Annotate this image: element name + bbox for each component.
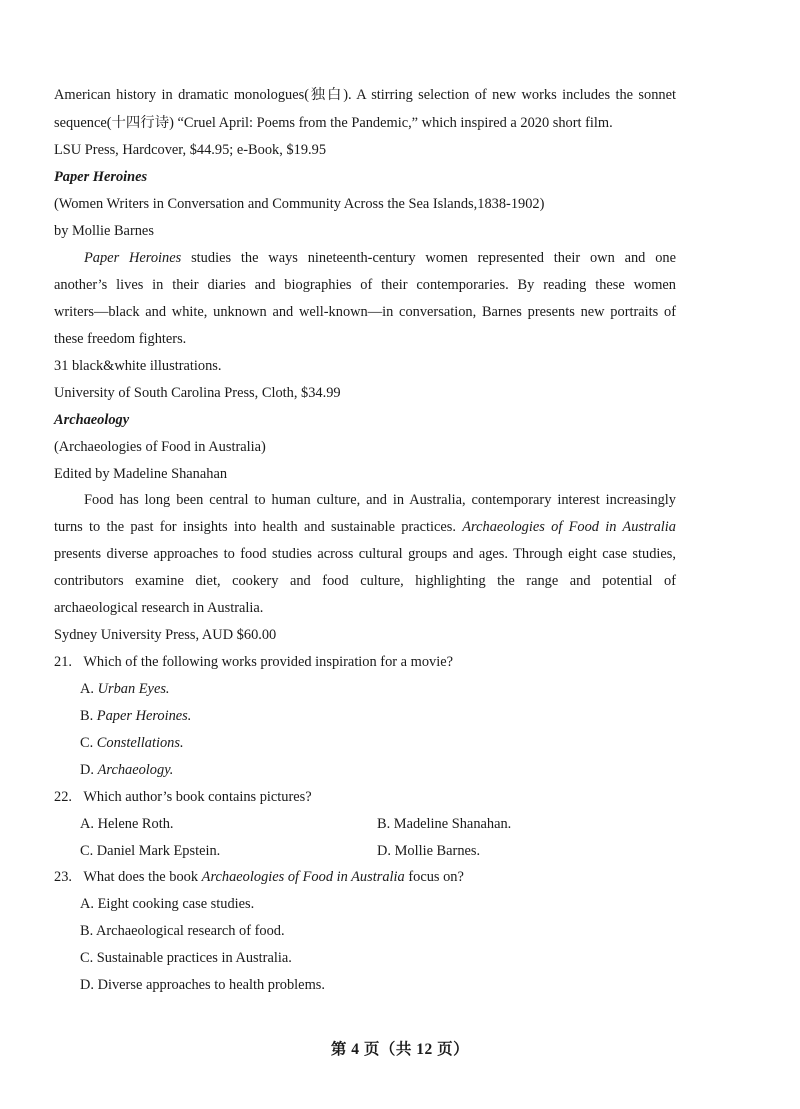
option-21-d[interactable]	[80, 761, 173, 779]
option-text: Constellations.	[96, 735, 184, 751]
question-number: 21.	[54, 654, 72, 670]
option-21-c[interactable]	[80, 734, 184, 752]
option-21-b[interactable]	[80, 707, 191, 725]
text-line: another’s lives in their diaries and biographies of their contemporaries. By reading these women	[54, 277, 676, 293]
price-line: University of South Carolina Press, Cloth, $34.99	[54, 385, 341, 401]
question-22	[54, 788, 312, 806]
price-line: LSU Press, Hardcover, $44.95; e-Book, $19.95	[54, 142, 327, 158]
option-22-a[interactable]: A. Helene Roth.	[80, 816, 174, 832]
question-23	[54, 868, 464, 886]
text-line	[84, 249, 676, 267]
question-text: Which author’s book contains pictures?	[83, 789, 312, 805]
text-span: turns to the past for insights into health and sustainable practices.	[54, 519, 456, 535]
book-author: by Mollie Barnes	[54, 223, 154, 239]
text-line: writers—black and white, unknown and well-known—in conversation, Barnes presents new portraits of	[54, 304, 676, 320]
book-title-inline: Archaeologies of Food in Australia	[201, 869, 405, 885]
text-line: sequence(十四行诗) “Cruel April: Poems from the Pandemic,” which inspired a 2020 short film.	[54, 115, 613, 131]
option-letter: A.	[80, 681, 98, 697]
option-letter: D.	[80, 762, 98, 778]
book-subtitle: (Women Writers in Conversation and Community Across the Sea Islands,1838-1902)	[54, 196, 545, 212]
question-text: What does the book	[83, 869, 199, 885]
text-line: contributors examine diet, cookery and food culture, highlighting the range and potential of	[54, 573, 676, 589]
book-subtitle: (Archaeologies of Food in Australia)	[54, 439, 266, 455]
text-line: archaeological research in Australia.	[54, 600, 264, 616]
text-span: studies the ways nineteenth-century women represented their own and one	[191, 250, 676, 266]
option-text: Urban Eyes.	[97, 681, 170, 697]
option-text: Archaeology.	[97, 762, 174, 778]
option-22-c[interactable]: C. Daniel Mark Epstein.	[80, 843, 221, 859]
option-23-c[interactable]: C. Sustainable practices in Australia.	[80, 950, 292, 966]
option-letter: B.	[80, 708, 97, 724]
book-heading: Paper Heroines	[54, 169, 148, 185]
question-text: Which of the following works provided inspiration for a movie?	[83, 654, 454, 670]
book-title-inline: Archaeologies of Food in Australia	[462, 519, 677, 535]
option-22-d[interactable]: D. Mollie Barnes.	[377, 843, 481, 859]
book-editor: Edited by Madeline Shanahan	[54, 466, 228, 482]
option-23-d[interactable]: D. Diverse approaches to health problems.	[80, 977, 325, 993]
price-line: Sydney University Press, AUD $60.00	[54, 627, 277, 643]
question-number: 22.	[54, 789, 72, 805]
text-line: American history in dramatic monologues(独白). A stirring selection of new works includes the sonnet	[54, 87, 676, 103]
page-number-footer: 第 4 页（共 12 页）	[330, 1041, 470, 1058]
option-23-b[interactable]: B. Archaeological research of food.	[80, 923, 285, 939]
book-heading: Archaeology	[54, 412, 130, 428]
question-text: focus on?	[408, 869, 464, 885]
text-line	[54, 518, 676, 536]
question-number: 23.	[54, 869, 72, 885]
note-line: 31 black&white illustrations.	[54, 358, 222, 374]
option-23-a[interactable]: A. Eight cooking case studies.	[80, 896, 255, 912]
option-letter: C.	[80, 735, 97, 751]
text-line: Food has long been central to human culture, and in Australia, contemporary interest increasingly	[84, 492, 676, 508]
book-title-inline: Paper Heroines	[84, 250, 182, 266]
text-line: presents diverse approaches to food studies across cultural groups and ages. Through eight case studies,	[54, 546, 676, 562]
question-21	[54, 653, 453, 671]
option-text: Paper Heroines.	[96, 708, 192, 724]
option-22-b[interactable]: B. Madeline Shanahan.	[377, 816, 512, 832]
option-21-a[interactable]	[80, 680, 170, 698]
text-line: these freedom fighters.	[54, 331, 187, 347]
